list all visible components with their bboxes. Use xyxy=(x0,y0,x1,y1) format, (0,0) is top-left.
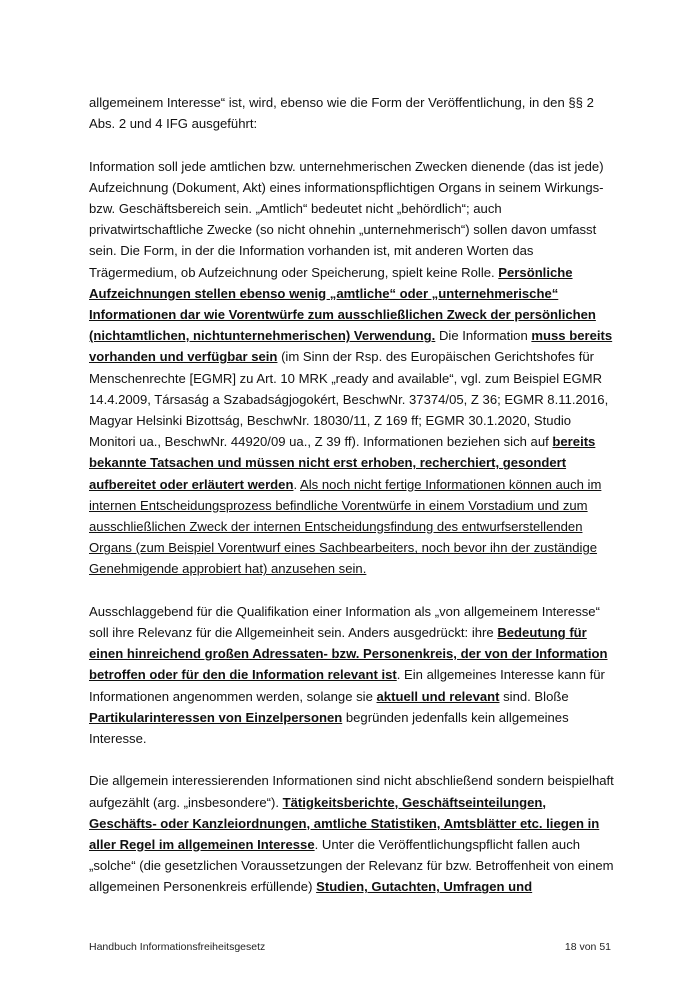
paragraph-general-interest xyxy=(89,601,617,749)
footer-page-number: 18 von 51 xyxy=(564,941,611,953)
text-run: sind. Bloße xyxy=(499,688,569,704)
text-run: Information soll jede amtlichen bzw. unternehmerischen Zwecken dienende (das ist jede) Aufzeichnung (Dokument, Akt) eines informationspflichtigen Organs in seinem Wirkungs- bzw. Geschäftsbereich sein. „Amtlich“ bedeutet nicht „behördlich“; auch privatwirtschaftliche Zwecke (so nicht ohnehin „unternehmerisch“) sollen davon umfasst sein. Die Form, in der die Information vorhanden ist, mit anderen Worten das Trägermedium, ob Aufzeichnung oder Speicherung, spielt keine Rolle. xyxy=(89,158,604,280)
underlined-run: Als noch nicht fertige Informationen können auch im internen Entscheidungsprozess befindliche Vorentwürfe in einem Vorstadium und zum ausschließlichen Zweck der internen Entscheidungsfindung des entwurfserstellenden Organs (zum Beispiel Vorentwurf eines Sachbearbeiters, noch bevor ihn der zuständige Genehmigende approbiert hat) anzusehen sein. xyxy=(89,476,602,577)
text-run: . xyxy=(293,476,301,492)
text-run: (im Sinn der Rsp. des Europäischen Gerichtshofes für Menschenrechte [EGMR] zu Art. 10 MRK „ready and available“, vgl. zum Beispiel EGMR 14.4.2009, Társaság a Szabadságjogokért, BeschwNr. 37374/05, Z 36; EGMR 8.11.2016, Magyar Helsinki Bizottság, BeschwNr. 18030/11, Z 169 ff; EGMR 30.1.2020, Studio Monitori ua., BeschwNr. 44920/09 ua., Z 39 ff). Informationen beziehen sich auf xyxy=(89,349,609,450)
text-run: Die allgemein interessierenden Informationen sind nicht abschließend sondern beispielhaft aufgezählt (arg. „insbesondere“). xyxy=(89,773,614,810)
emphasis-run: Bedeutung für einen hinreichend großen Adressaten- bzw. Personenkreis, der von der Information betroffen oder für den die Information relevant ist xyxy=(89,625,608,683)
emphasis-run: muss bereits vorhanden und verfügbar sein xyxy=(89,328,613,365)
paragraph-information-definition xyxy=(89,156,617,580)
paragraph-intro xyxy=(89,92,617,134)
paragraph-examples xyxy=(89,770,617,897)
emphasis-run: bereits bekannte Tatsachen und müssen nicht erst erhoben, recherchiert, gesondert aufbereitet oder erläutert werden xyxy=(89,434,596,492)
body-text xyxy=(89,92,617,919)
text-run: Die Information xyxy=(435,328,532,344)
emphasis-run: aktuell und relevant xyxy=(376,688,500,704)
emphasis-run: Tätigkeitsberichte, Geschäftseinteilungen, Geschäfts- oder Kanzleiordnungen, amtliche Statistiken, Amtsblätter etc. liegen in aller Regel im allgemeinen Interesse xyxy=(89,794,600,853)
text-run: . Unter die Veröffentlichungspflicht fallen auch „solche“ (die gesetzlichen Voraussetzungen der Relevanz für bzw. Betroffenheit von einem allgemeinen Personenkreis erfüllende) xyxy=(89,837,614,895)
emphasis-run: Studien, Gutachten, Umfragen und xyxy=(316,879,533,895)
text-run: begründen jedenfalls kein allgemeines Interesse. xyxy=(89,709,569,747)
footer-document-title: Handbuch Informationsfreiheitsgesetz xyxy=(89,941,266,953)
emphasis-run: Persönliche Aufzeichnungen stellen ebenso wenig „amtliche“ oder „unternehmerische“ Informationen dar wie Vorentwürfe zum ausschließlichen Zweck der persönlichen (nichtamtlichen, nichtunternehmerischen) Verwendung. xyxy=(89,264,596,344)
emphasis-run: Partikularinteressen von Einzelpersonen xyxy=(89,709,343,725)
text-run: allgemeinem Interesse“ ist, wird, ebenso wie die Form der Veröffentlichung, in den §§ 2 Abs. 2 und 4 IFG ausgeführt: xyxy=(89,95,594,132)
text-run: . Ein allgemeines Interesse kann für Informationen angenommen werden, solange sie xyxy=(89,667,605,704)
text-run: Ausschlaggebend für die Qualifikation einer Information als „von allgemeinem Interesse“ soll ihre Relevanz für die Allgemeinheit sein. Anders ausgedrückt: ihre xyxy=(89,603,600,641)
